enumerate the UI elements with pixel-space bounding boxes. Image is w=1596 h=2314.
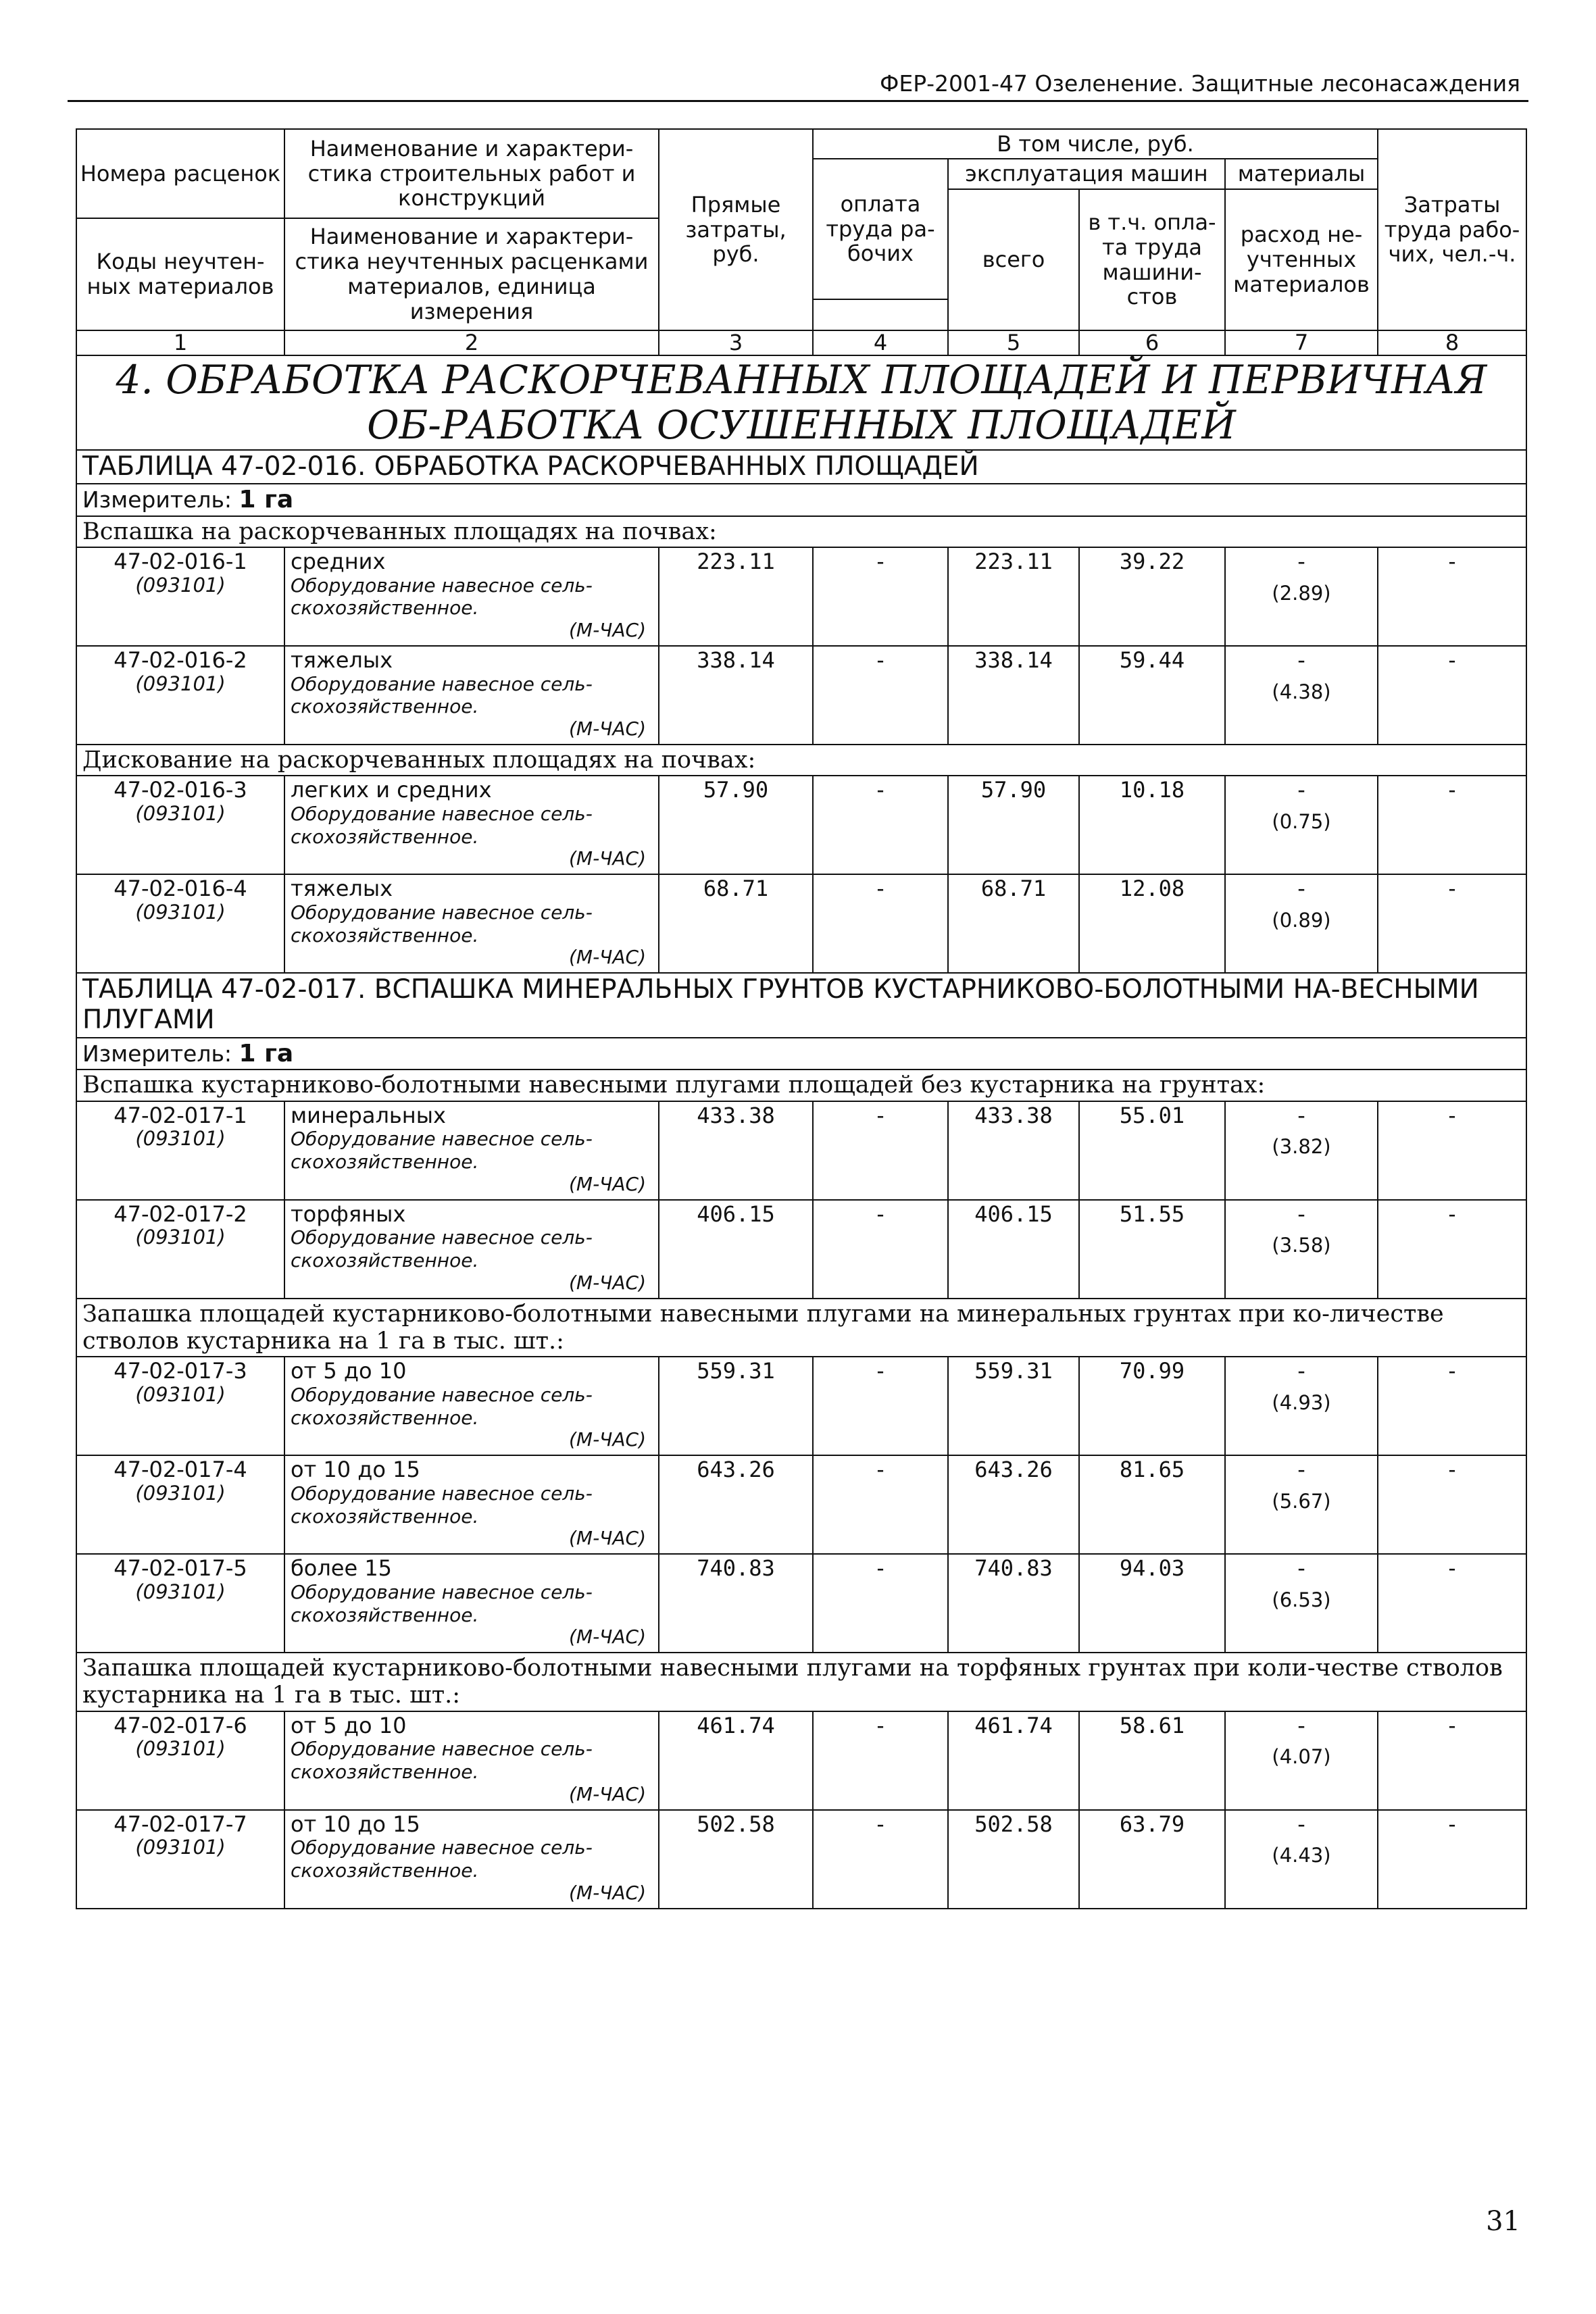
labor-wages: - (813, 1554, 948, 1653)
equipment-unit: (М-ЧАС) (568, 619, 646, 642)
work-name: торфяных (291, 1201, 406, 1227)
equipment-name: Оборудование навесное сель-скохозяйственное. (291, 1836, 593, 1882)
head-machines: эксплуатация машин (948, 159, 1225, 189)
equipment-unit: (М-ЧАС) (568, 946, 646, 969)
measure-line (76, 484, 1526, 515)
measure-unit: 1 га (239, 1039, 294, 1067)
head-col1b: Коды неучтен-ных материалов (76, 218, 284, 330)
table-row (76, 547, 1526, 646)
labor-hours: - (1378, 1554, 1526, 1653)
materials-value: - (1297, 777, 1305, 803)
labor-wages: - (813, 1357, 948, 1455)
materials-value: - (1297, 1712, 1305, 1738)
page-number: 31 (1486, 2206, 1520, 2237)
labor-hours: - (1378, 776, 1526, 874)
rate-code-cell (76, 1711, 284, 1810)
machinist-wages: 59.44 (1079, 646, 1225, 745)
rate-code: 47-02-016-4 (114, 876, 247, 902)
direct-cost: 643.26 (659, 1455, 813, 1554)
work-name: от 5 до 10 (291, 1712, 407, 1738)
material-code: (093101) (135, 1737, 226, 1761)
materials-cell (1225, 1200, 1378, 1299)
direct-cost: 57.90 (659, 776, 813, 874)
labor-wages: - (813, 1711, 948, 1810)
equipment-name: Оборудование навесное сель-скохозяйственное. (291, 1738, 593, 1784)
materials-consumption: (6.53) (1272, 1588, 1331, 1611)
group-caption: Запашка площадей кустарниково-болотными навесными плугами на торфяных грунтах при коли-честве стволов кустарника на 1 га в тыс. шт.: (76, 1653, 1526, 1711)
work-name: от 10 до 15 (291, 1457, 420, 1483)
head-col5: всего (948, 189, 1079, 330)
rate-code: 47-02-017-5 (114, 1555, 247, 1582)
labor-hours: - (1378, 646, 1526, 745)
machines-total: 223.11 (948, 547, 1079, 646)
table-row (76, 874, 1526, 973)
materials-consumption: (4.38) (1272, 680, 1331, 703)
labor-wages: - (813, 646, 948, 745)
equipment-unit: (М-ЧАС) (568, 1782, 646, 1805)
machines-total: 740.83 (948, 1554, 1079, 1653)
material-code: (093101) (135, 573, 226, 597)
materials-cell (1225, 1711, 1378, 1810)
labor-wages: - (813, 874, 948, 973)
equipment-unit: (М-ЧАС) (568, 718, 646, 740)
direct-cost: 740.83 (659, 1554, 813, 1653)
equipment-name: Оборудование навесное сель-скохозяйственное. (291, 803, 593, 848)
group-caption: Дискование на раскорчеванных площадях на почвах: (76, 745, 1526, 776)
work-name: от 5 до 10 (291, 1358, 407, 1384)
work-name: от 10 до 15 (291, 1811, 420, 1837)
machinist-wages: 10.18 (1079, 776, 1225, 874)
labor-hours: - (1378, 1357, 1526, 1455)
table-row (76, 776, 1526, 874)
materials-consumption: (5.67) (1272, 1489, 1331, 1513)
equipment-name: Оборудование навесное сель-скохозяйственное. (291, 574, 593, 620)
materials-consumption: (4.07) (1272, 1745, 1331, 1769)
equipment-name: Оборудование навесное сель-скохозяйственное. (291, 1482, 593, 1528)
labor-wages: - (813, 547, 948, 646)
materials-cell (1225, 874, 1378, 973)
labor-hours: - (1378, 1711, 1526, 1810)
labor-hours: - (1378, 547, 1526, 646)
machines-total: 338.14 (948, 646, 1079, 745)
material-code: (093101) (135, 1226, 226, 1249)
materials-value: - (1297, 1201, 1305, 1227)
equipment-name: Оборудование навесное сель-скохозяйственное. (291, 1580, 593, 1626)
rate-code: 47-02-016-1 (114, 549, 247, 575)
work-name: легких и средних (291, 777, 492, 803)
material-code: (093101) (135, 901, 226, 924)
materials-value: - (1297, 549, 1305, 575)
direct-cost: 433.38 (659, 1101, 813, 1200)
machines-total: 68.71 (948, 874, 1079, 973)
rate-code: 47-02-016-3 (114, 777, 247, 803)
materials-cell (1225, 1101, 1378, 1200)
work-name: тяжелых (291, 876, 393, 902)
head-col4: оплата труда ра-бочих (813, 159, 948, 299)
machines-total: 433.38 (948, 1101, 1079, 1200)
labor-hours: - (1378, 1200, 1526, 1299)
work-name: тяжелых (291, 647, 393, 674)
material-code: (093101) (135, 1481, 226, 1505)
head-col2b: Наименование и характери-стика неучтенных расценками материалов, единица измерения (284, 218, 659, 330)
labor-hours: - (1378, 1101, 1526, 1200)
material-code: (093101) (135, 672, 226, 695)
labor-wages: - (813, 1810, 948, 1909)
head-col3: Прямые затраты, руб. (659, 129, 813, 330)
machines-total: 406.15 (948, 1200, 1079, 1299)
group-caption: Запашка площадей кустарниково-болотными навесными плугами на минеральных грунтах при ко-личестве стволов кустарника на 1 га в тыс. шт.: (76, 1299, 1526, 1357)
equipment-unit: (М-ЧАС) (568, 1428, 646, 1451)
labor-hours: - (1378, 1810, 1526, 1909)
materials-consumption: (4.93) (1272, 1390, 1331, 1414)
rate-code: 47-02-017-3 (114, 1358, 247, 1384)
table-row (76, 1810, 1526, 1909)
material-code: (093101) (135, 1836, 226, 1859)
materials-consumption: (0.89) (1272, 909, 1331, 932)
measure-label: Измеритель: (82, 486, 232, 513)
machines-total: 559.31 (948, 1357, 1079, 1455)
table-row (76, 646, 1526, 745)
head-col7: расход не-учтенных материалов (1225, 189, 1378, 330)
direct-cost: 68.71 (659, 874, 813, 973)
rate-code-cell (76, 874, 284, 973)
work-name-cell (284, 1101, 659, 1200)
machinist-wages: 70.99 (1079, 1357, 1225, 1455)
measure-label: Измеритель: (82, 1040, 232, 1067)
running-header: ФЕР-2001-47 Озеленение. Защитные лесонасаждения (879, 70, 1520, 97)
direct-cost: 338.14 (659, 646, 813, 745)
section-title: 4. ОБРАБОТКА РАСКОРЧЕВАННЫХ ПЛОЩАДЕЙ И ПЕРВИЧНАЯ ОБ-РАБОТКА ОСУШЕННЫХ ПЛОЩАДЕЙ (76, 355, 1526, 449)
materials-value: - (1297, 1102, 1305, 1128)
rate-code: 47-02-017-7 (114, 1811, 247, 1837)
equipment-unit: (М-ЧАС) (568, 1271, 646, 1294)
machinist-wages: 55.01 (1079, 1101, 1225, 1200)
labor-wages: - (813, 1455, 948, 1554)
work-name-cell (284, 874, 659, 973)
materials-value: - (1297, 1811, 1305, 1837)
measure-unit: 1 га (239, 486, 294, 514)
work-name: более 15 (291, 1555, 393, 1582)
labor-wages: - (813, 1200, 948, 1299)
head-materials: материалы (1225, 159, 1378, 189)
materials-consumption: (4.43) (1272, 1844, 1331, 1867)
material-code: (093101) (135, 1127, 226, 1151)
machinist-wages: 39.22 (1079, 547, 1225, 646)
rate-code: 47-02-017-1 (114, 1102, 247, 1128)
table-row (76, 1711, 1526, 1810)
direct-cost: 461.74 (659, 1711, 813, 1810)
rate-code-cell (76, 646, 284, 745)
materials-value: - (1297, 876, 1305, 902)
materials-cell (1225, 1357, 1378, 1455)
head-col2a: Наименование и характери-стика строительных работ и конструкций (284, 129, 659, 218)
materials-cell (1225, 646, 1378, 745)
equipment-name: Оборудование навесное сель-скохозяйственное. (291, 1128, 593, 1174)
materials-consumption: (2.89) (1272, 581, 1331, 605)
table-row (76, 1554, 1526, 1653)
table-row (76, 1455, 1526, 1554)
machines-total: 502.58 (948, 1810, 1079, 1909)
equipment-unit: (М-ЧАС) (568, 1527, 646, 1550)
machinist-wages: 12.08 (1079, 874, 1225, 973)
equipment-name: Оборудование навесное сель-скохозяйственное. (291, 1226, 593, 1272)
table-row (76, 1101, 1526, 1200)
equipment-unit: (М-ЧАС) (568, 1172, 646, 1195)
materials-cell (1225, 1455, 1378, 1554)
work-name-cell (284, 1357, 659, 1455)
machines-total: 57.90 (948, 776, 1079, 874)
rate-code-cell (76, 1455, 284, 1554)
materials-value: - (1297, 647, 1305, 674)
group-caption: Вспашка на раскорчеванных площадях на почвах: (76, 516, 1526, 547)
labor-wages: - (813, 1101, 948, 1200)
materials-value: - (1297, 1457, 1305, 1483)
rate-code-cell (76, 776, 284, 874)
column-numbers: 1 2 3 4 5 6 7 8 (76, 330, 1526, 355)
machinist-wages: 58.61 (1079, 1711, 1225, 1810)
work-name: средних (291, 549, 386, 575)
table-title: ТАБЛИЦА 47-02-016. ОБРАБОТКА РАСКОРЧЕВАННЫХ ПЛОЩАДЕЙ (76, 450, 1526, 484)
work-name-cell (284, 1200, 659, 1299)
machinist-wages: 63.79 (1079, 1810, 1225, 1909)
materials-cell (1225, 776, 1378, 874)
materials-cell (1225, 547, 1378, 646)
work-name-cell (284, 776, 659, 874)
labor-wages: - (813, 776, 948, 874)
table-title: ТАБЛИЦА 47-02-017. ВСПАШКА МИНЕРАЛЬНЫХ ГРУНТОВ КУСТАРНИКОВО-БОЛОТНЫМИ НА-ВЕСНЫМИ ПЛУГАМИ (76, 973, 1526, 1038)
materials-cell (1225, 1810, 1378, 1909)
direct-cost: 406.15 (659, 1200, 813, 1299)
materials-cell (1225, 1554, 1378, 1653)
material-code: (093101) (135, 1382, 226, 1406)
equipment-name: Оборудование навесное сель-скохозяйственное. (291, 901, 593, 947)
equipment-unit: (М-ЧАС) (568, 847, 646, 870)
materials-consumption: (3.82) (1272, 1135, 1331, 1159)
materials-value: - (1297, 1358, 1305, 1384)
rate-code-cell (76, 547, 284, 646)
labor-hours: - (1378, 874, 1526, 973)
rate-code: 47-02-016-2 (114, 647, 247, 674)
rate-code-cell (76, 1101, 284, 1200)
material-code: (093101) (135, 1580, 226, 1603)
head-col6: в т.ч. опла-та труда машини-стов (1079, 189, 1225, 330)
head-including: В том числе, руб. (813, 129, 1378, 159)
equipment-unit: (М-ЧАС) (568, 1881, 646, 1904)
work-name-cell (284, 646, 659, 745)
header-rule (68, 100, 1528, 102)
table-body (76, 355, 1526, 1908)
head-col1a: Номера расценок (76, 129, 284, 218)
work-name: минеральных (291, 1102, 446, 1128)
materials-consumption: (3.58) (1272, 1234, 1331, 1257)
direct-cost: 223.11 (659, 547, 813, 646)
rate-code-cell (76, 1554, 284, 1653)
equipment-unit: (М-ЧАС) (568, 1626, 646, 1649)
group-caption: Вспашка кустарниково-болотными навесными плугами площадей без кустарника на грунтах: (76, 1070, 1526, 1101)
machinist-wages: 94.03 (1079, 1554, 1225, 1653)
work-name-cell (284, 1554, 659, 1653)
materials-value: - (1297, 1555, 1305, 1582)
machinist-wages: 81.65 (1079, 1455, 1225, 1554)
table-row (76, 1357, 1526, 1455)
machines-total: 461.74 (948, 1711, 1079, 1810)
rate-code-cell (76, 1810, 284, 1909)
rate-code: 47-02-017-2 (114, 1201, 247, 1227)
rate-code: 47-02-017-4 (114, 1457, 247, 1483)
rate-code-cell (76, 1200, 284, 1299)
work-name-cell (284, 547, 659, 646)
rates-table (76, 128, 1527, 1909)
material-code: (093101) (135, 802, 226, 826)
machinist-wages: 51.55 (1079, 1200, 1225, 1299)
work-name-cell (284, 1455, 659, 1554)
table-row (76, 1200, 1526, 1299)
head-col8: Затраты труда рабо-чих, чел.-ч. (1378, 129, 1526, 330)
equipment-name: Оборудование навесное сель-скохозяйственное. (291, 672, 593, 718)
work-name-cell (284, 1711, 659, 1810)
work-name-cell (284, 1810, 659, 1909)
labor-hours: - (1378, 1455, 1526, 1554)
measure-line (76, 1038, 1526, 1070)
table-head (76, 129, 1526, 355)
materials-consumption: (0.75) (1272, 810, 1331, 834)
direct-cost: 559.31 (659, 1357, 813, 1455)
direct-cost: 502.58 (659, 1810, 813, 1909)
machines-total: 643.26 (948, 1455, 1079, 1554)
rate-code: 47-02-017-6 (114, 1712, 247, 1738)
equipment-name: Оборудование навесное сель-скохозяйственное. (291, 1383, 593, 1429)
rate-code-cell (76, 1357, 284, 1455)
